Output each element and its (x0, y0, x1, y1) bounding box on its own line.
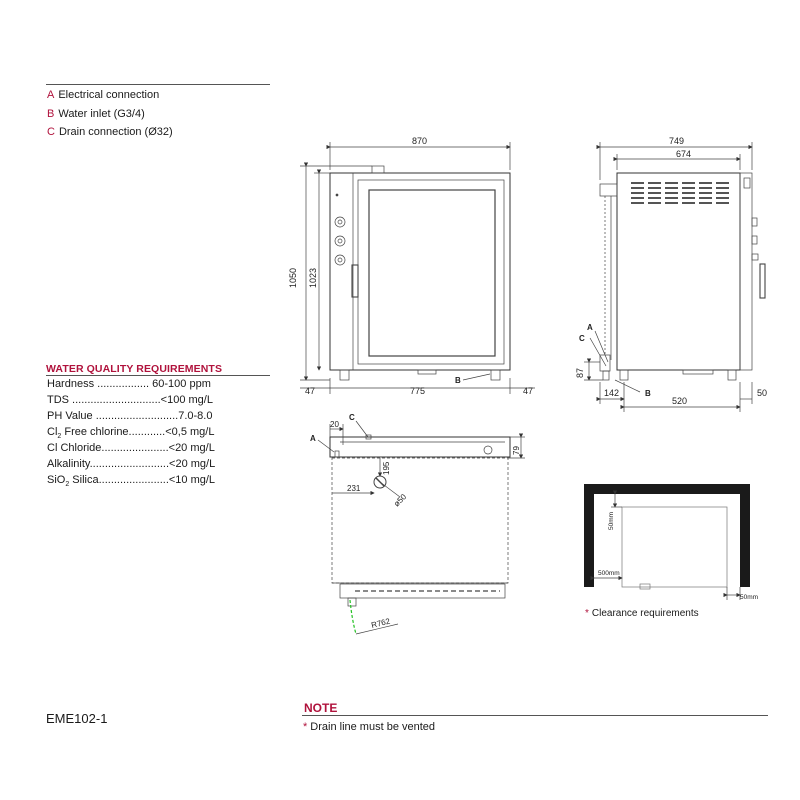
water-quality-title: WATER QUALITY REQUIREMENTS (46, 363, 223, 375)
vent-slot (682, 182, 695, 184)
label-c-top: C (349, 413, 355, 422)
vent-slot (631, 187, 644, 189)
note-title: NOTE (304, 701, 338, 715)
vent-slot (631, 197, 644, 199)
wq-row-chloride: Cl Chloride......................<20 mg/L (47, 442, 215, 454)
wq-chem: SiO (47, 474, 66, 486)
label-a-top: A (310, 434, 316, 443)
side-vents (631, 182, 729, 204)
wq-row-hardness: Hardness ................. 60-100 ppm (47, 378, 211, 390)
dim-depth-520: 520 (672, 396, 688, 406)
wq-chem: Cl (47, 426, 58, 438)
wq-sub: 2 (57, 433, 62, 441)
vent-slot (648, 202, 661, 204)
wq-row-alkalinity: Alkalinity..........................<20 mg/L (47, 458, 216, 470)
legend-letter: A (47, 89, 55, 101)
front-view (300, 142, 535, 394)
label-b-front: B (455, 376, 461, 385)
vent-slot (631, 202, 644, 204)
vent-slot (648, 192, 661, 194)
vent-slot (699, 192, 712, 194)
vent-slot (665, 202, 678, 204)
legend-label: Electrical connection (58, 89, 160, 101)
dim-right-50: 50 (757, 388, 768, 398)
vent-slot (631, 192, 644, 194)
vent-slot (716, 197, 729, 199)
vent-slot (699, 182, 712, 184)
vent-slot (631, 182, 644, 184)
legend-label: Water inlet (G3/4) (58, 108, 145, 120)
legend-label: Drain connection (Ø32) (58, 126, 173, 138)
vent-slot (716, 182, 729, 184)
vent-slot (682, 187, 695, 189)
vent-slot (648, 182, 661, 184)
vent-slot (699, 202, 712, 204)
vent-slot (716, 192, 729, 194)
vent-slot (682, 197, 695, 199)
vent-slot (665, 187, 678, 189)
clearance-caption: * Clearance requirements (585, 608, 699, 619)
vent-slot (665, 182, 678, 184)
dim-depth-body: 674 (676, 149, 692, 159)
dim-79: 79 (512, 446, 521, 455)
vent-slot (648, 197, 661, 199)
model-number: EME102-1 (46, 711, 108, 726)
dim-height-body: 1023 (308, 267, 318, 288)
clearance-top: 50mm (608, 511, 615, 530)
vent-slot (665, 197, 678, 199)
dim-231: 231 (347, 484, 361, 493)
vent-slot (682, 202, 695, 204)
legend-letter: B (47, 108, 55, 120)
label-b-side: B (645, 389, 651, 398)
top-view (318, 421, 525, 634)
vent-slot (716, 187, 729, 189)
wq-row-tds: TDS .............................<100 mg/L (47, 394, 213, 406)
dim-inner-width: 775 (410, 386, 426, 396)
clearance-right: 50mm (740, 594, 759, 601)
clearance-body: Clearance requirements (591, 608, 699, 619)
dim-radius: R762 (370, 616, 392, 630)
label-a-side: A (587, 323, 593, 332)
dim-right-margin: 47 (523, 386, 534, 396)
dim-width: 870 (412, 136, 428, 146)
dim-left-margin: 47 (305, 386, 316, 396)
wq-text: Free chlorine............<0,5 mg/L (61, 426, 215, 438)
wq-sub: 2 (65, 481, 70, 489)
dim-depth-total: 749 (669, 136, 685, 146)
dim-20: 20 (330, 420, 339, 429)
vent-slot (716, 202, 729, 204)
wq-row-ph: PH Value ...........................7.0-8.0 (47, 410, 213, 422)
label-c-side: C (579, 334, 585, 343)
dim-offset-142: 142 (604, 388, 620, 398)
wq-text: Silica.......................<10 mg/L (69, 474, 216, 486)
note-text: * Drain line must be vented (303, 721, 436, 733)
note-body: Drain line must be vented (310, 721, 436, 733)
dim-diameter-50: ø50 (392, 492, 409, 509)
vent-slot (665, 192, 678, 194)
clearance-left: 500mm (598, 570, 620, 577)
dim-conn-height: 87 (575, 367, 585, 378)
vent-slot (648, 187, 661, 189)
dim-195: 195 (382, 461, 391, 475)
vent-slot (682, 192, 695, 194)
legend-letter: C (47, 126, 55, 138)
vent-slot (699, 187, 712, 189)
clearance-diagram (584, 484, 750, 600)
dim-height-total: 1050 (288, 267, 298, 288)
vent-slot (699, 197, 712, 199)
